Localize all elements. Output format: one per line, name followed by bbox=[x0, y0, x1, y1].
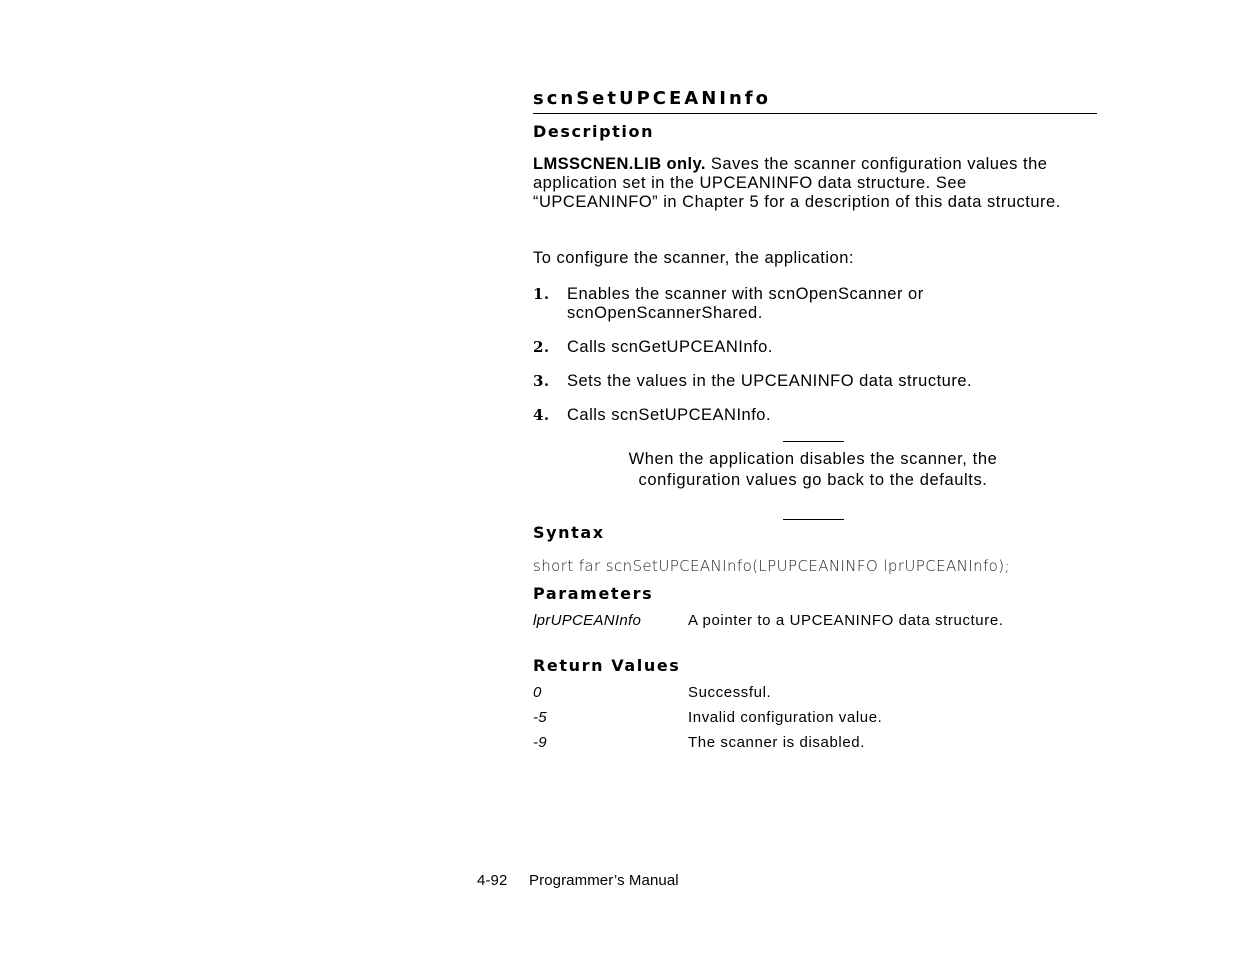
return-value-description: The scanner is disabled. bbox=[688, 734, 865, 751]
note-bottom-rule bbox=[783, 519, 844, 520]
note-text: When the application disables the scanner, the configuration values go back to the defaults. bbox=[628, 450, 998, 489]
step-number: 4. bbox=[533, 406, 550, 424]
page-footer bbox=[477, 872, 679, 889]
step-text: Enables the scanner with scnOpenScanner or scnOpenScannerShared. bbox=[567, 285, 924, 322]
parameter-description: A pointer to a UPCEANINFO data structure. bbox=[688, 612, 1004, 629]
page-number: 4-92 bbox=[477, 872, 508, 889]
syntax-code: short far scnSetUPCEANInfo(LPUPCEANINFO lprUPCEANInfo); bbox=[533, 557, 1010, 575]
description-text: Saves the scanner configuration values the application set in the UPCEANINFO data structure. See “UPCEANINFO” in Chapter 5 for a description of this data structure. bbox=[533, 155, 1061, 211]
manual-title: Programmer’s Manual bbox=[529, 872, 679, 889]
step-number: 2. bbox=[533, 338, 550, 356]
step-text: Calls scnSetUPCEANInfo. bbox=[567, 406, 772, 424]
library-note: LMSSCNEN.LIB only. bbox=[533, 155, 706, 173]
description-paragraph bbox=[533, 155, 1093, 212]
parameters-heading: Parameters bbox=[533, 584, 654, 603]
note-top-rule bbox=[783, 441, 844, 442]
return-value: -9 bbox=[533, 734, 547, 751]
page-title: scnSetUPCEANInfo bbox=[533, 87, 1097, 114]
step-text: Sets the values in the UPCEANINFO data structure. bbox=[567, 372, 973, 390]
return-values-heading: Return Values bbox=[533, 656, 681, 675]
syntax-heading: Syntax bbox=[533, 523, 605, 542]
step-number: 1. bbox=[533, 285, 550, 303]
step-text: Calls scnGetUPCEANInfo. bbox=[567, 338, 773, 356]
step-number: 3. bbox=[533, 372, 550, 390]
parameter-name: lprUPCEANInfo bbox=[533, 612, 642, 629]
return-value: -5 bbox=[533, 709, 547, 726]
return-value-description: Invalid configuration value. bbox=[688, 709, 883, 726]
description-heading: Description bbox=[533, 122, 655, 141]
return-value-description: Successful. bbox=[688, 684, 772, 701]
configure-intro: To configure the scanner, the application: bbox=[533, 249, 854, 267]
return-value: 0 bbox=[533, 684, 542, 701]
